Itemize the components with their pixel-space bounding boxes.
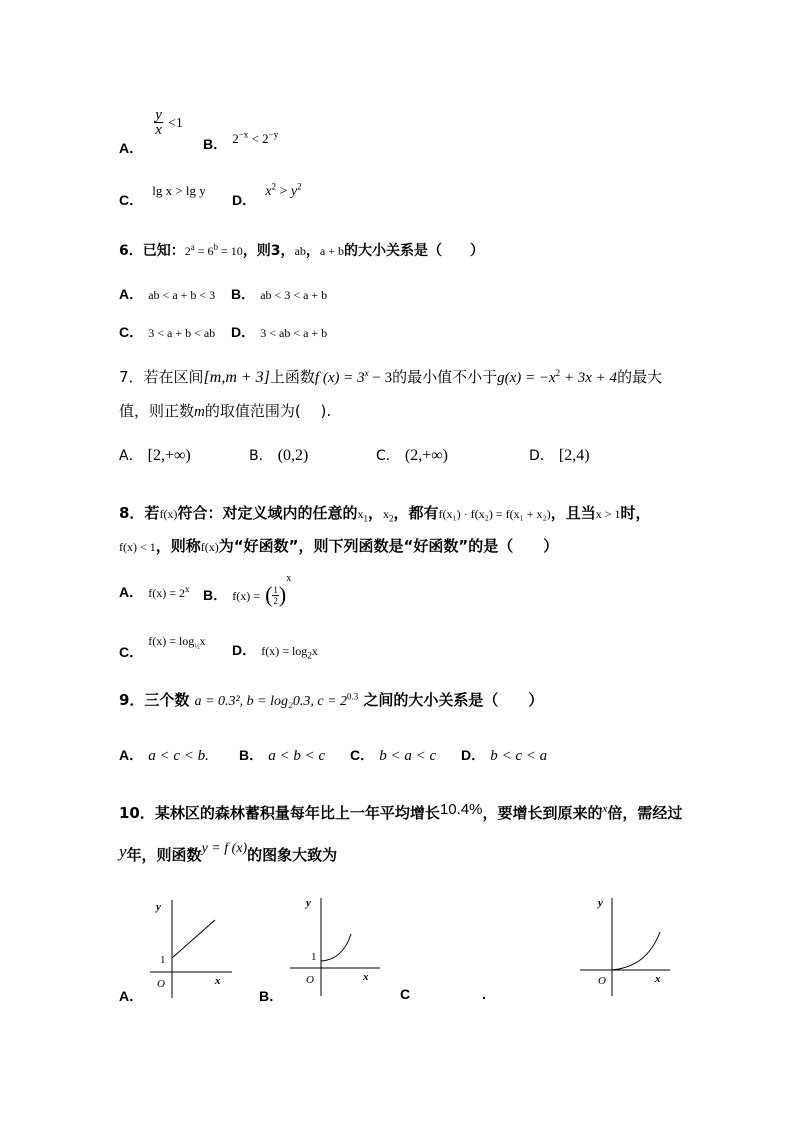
subscript: 1 <box>363 513 368 524</box>
option-label: A． <box>119 286 144 302</box>
numerator: y <box>155 107 162 123</box>
option-label: B． <box>249 448 273 464</box>
x-gt-1: x > 1 <box>595 507 621 521</box>
fraction <box>154 108 163 137</box>
q9-option-a <box>119 745 209 765</box>
axis-y-label: y <box>306 897 311 909</box>
axis-y-label: y <box>156 901 161 913</box>
option-text <box>148 586 189 600</box>
q5-option-b <box>203 128 279 152</box>
stem-text: 8．若 <box>119 504 160 522</box>
one-label: 1 <box>311 951 317 963</box>
var-x: x <box>602 803 608 815</box>
option-text: 3 < a + b < ab <box>148 326 216 340</box>
axis-x-label: x <box>363 971 369 983</box>
option-text <box>148 634 206 651</box>
relation: > <box>279 184 288 199</box>
origin-label: O <box>157 978 165 990</box>
q7-option-b <box>249 445 308 465</box>
text: f(x) = 2 <box>148 586 185 600</box>
var: x <box>311 644 318 658</box>
q9-option-d <box>461 745 547 765</box>
exponent: x <box>286 573 292 585</box>
q8-option-a <box>119 582 189 602</box>
option-label: D． <box>529 448 554 464</box>
q5-option-d <box>232 180 302 208</box>
stem-text: 的图象大致为 <box>247 846 338 864</box>
expr <box>232 131 278 146</box>
f-expr <box>315 370 392 386</box>
f-end: − 3 <box>368 370 393 386</box>
option-text: b < c < a <box>490 748 548 764</box>
subscript: 2 <box>307 650 312 661</box>
g-expr <box>497 370 617 386</box>
stem-text: 7．若在区间 <box>119 368 204 386</box>
option-text: b < a < c <box>379 748 437 764</box>
mid: = 6 <box>194 244 214 258</box>
option-text <box>261 644 318 661</box>
option-label: C． <box>119 644 144 660</box>
q7-stem-line1 <box>119 366 662 387</box>
subscript: 2 <box>388 513 394 524</box>
stem-text: ， <box>305 243 320 259</box>
f-def: f (x) = 3 <box>314 370 365 386</box>
expr-ab: ab <box>294 244 306 258</box>
option-label: A． <box>119 140 144 156</box>
fx-lt-1: f(x) < 1 <box>119 540 156 554</box>
q9-stem <box>119 689 543 710</box>
relation: <1 <box>167 116 183 131</box>
relation: < 2 <box>251 131 269 146</box>
axis-x-label: x <box>655 973 661 985</box>
expr-apb: a + b <box>319 244 344 258</box>
expr <box>265 181 302 199</box>
exponent: b <box>213 242 219 252</box>
stem-text: 为“好函数”，则下列函数是“好函数”的是（ ） <box>218 537 559 555</box>
convex-curve <box>321 934 351 961</box>
condition <box>185 244 243 258</box>
exponent: x <box>364 368 369 378</box>
graph-a <box>140 892 240 1004</box>
var: x <box>265 184 272 199</box>
interval: [m,m + 3] <box>203 369 270 386</box>
numerator: 1 <box>273 584 278 595</box>
fx: f(x) <box>200 540 219 554</box>
option-label: B． <box>203 136 228 152</box>
fn-expr: y = f (x) <box>201 841 248 856</box>
option-label: A． <box>119 448 143 464</box>
text: f(x) = log <box>148 634 195 648</box>
option-text: 3 < ab < a + b <box>260 326 328 340</box>
q10-stem-line1 <box>119 802 682 823</box>
q7-option-d <box>529 445 590 465</box>
graph-c-label: C <box>400 986 411 1002</box>
stem-text: 的最大 <box>617 368 663 386</box>
stem-text: ，则称 <box>155 537 201 555</box>
x1 <box>357 507 368 524</box>
graph-b <box>288 888 388 1000</box>
option-label: D． <box>232 192 257 208</box>
option-label: D． <box>232 642 257 658</box>
option-label: C． <box>376 448 400 464</box>
q7-stem-line2 <box>119 400 331 421</box>
stem-text: 之间的大小关系是（ ） <box>363 691 544 709</box>
option-label: B． <box>239 747 264 763</box>
var: y <box>290 184 298 199</box>
q8-option-d <box>232 640 318 660</box>
x2 <box>382 507 394 524</box>
end: = 10 <box>218 244 243 258</box>
option-label: B． <box>231 286 256 302</box>
q9-option-c <box>350 745 436 765</box>
option-label: C． <box>119 324 144 340</box>
exponent: x <box>184 584 190 594</box>
stem-text: 6．已知： <box>119 243 185 259</box>
stem-text: ，要增长到原来的 <box>482 804 603 822</box>
exponent: 2 <box>555 368 561 378</box>
stem-text: 倍，需经过 <box>607 804 683 822</box>
stem-text: 符合：对定义域内的任意的 <box>177 504 358 522</box>
product-expr: f(x₁) · f(x₂) = f(x₁ + x₂) <box>438 507 551 521</box>
q7-option-a <box>119 445 191 465</box>
var: x <box>382 507 389 521</box>
stem-text: 上函数 <box>269 368 315 386</box>
exponent: a <box>190 242 195 252</box>
var-m: m <box>194 404 205 420</box>
option-text: (2,+∞) <box>404 447 448 464</box>
exponent: 2 <box>271 181 276 192</box>
option-text: ab < a + b < 3 <box>148 288 216 302</box>
option-label: C． <box>350 747 375 763</box>
denominator: x <box>155 122 162 138</box>
stem-text: 的大小关系是（ ） <box>343 243 484 259</box>
stem-text: 10．某林区的森林蓄积量每年比上一年平均增长 <box>119 804 440 822</box>
stem-text: ，都有 <box>393 504 439 522</box>
option-text: [2,+∞) <box>147 447 191 464</box>
origin-label: O <box>598 975 606 987</box>
exponent: −y <box>268 129 279 140</box>
stem-text: 的最小值不小于 <box>392 368 498 386</box>
linear-curve <box>172 920 215 958</box>
option-label: A． <box>119 584 144 600</box>
paren-close: ) <box>278 582 287 607</box>
exponent: 2 <box>297 181 302 192</box>
stem-text: 值，则正数 <box>119 402 195 420</box>
option-text: ab < 3 < a + b <box>260 288 328 302</box>
stem-text: 年，则函数 <box>126 846 202 864</box>
base: 2 <box>184 244 191 258</box>
option-text: f(x) = <box>232 588 260 603</box>
exponent: −x <box>238 129 249 140</box>
denominator: 2 <box>273 595 278 606</box>
stem-text: ，则3， <box>242 243 295 259</box>
paren-fraction: ( <box>265 582 273 607</box>
option-label: D． <box>461 747 486 763</box>
option-text: [2,4) <box>558 447 590 464</box>
q8-option-b <box>203 572 292 607</box>
g-end: + 3x + 4 <box>560 370 618 386</box>
graph-d-dot: . <box>482 986 486 1002</box>
option-text: a < c < b. <box>148 748 209 764</box>
origin-label: O <box>306 974 314 986</box>
q5-option-a <box>119 107 183 156</box>
text: f(x) = log <box>261 644 308 658</box>
q5-option-c <box>119 180 206 208</box>
stem-text: 的取值范围为( ). <box>204 402 332 420</box>
q6-stem <box>119 240 484 260</box>
q6-option-a <box>119 284 215 304</box>
q6-option-b <box>231 284 327 304</box>
g-def: g(x) = −x <box>497 370 556 386</box>
convex-curve <box>612 932 660 970</box>
one-label: 1 <box>160 954 166 966</box>
stem-text: 9．三个数 <box>119 691 190 709</box>
q6-option-c <box>119 322 215 342</box>
percent: 10.4% <box>439 801 483 818</box>
axis-x-label: x <box>215 975 221 987</box>
axis-y-label: y <box>598 897 603 909</box>
fx: f(x) <box>159 507 178 521</box>
stem-text: ， <box>367 504 383 522</box>
var: x <box>357 507 364 521</box>
var: x <box>199 634 206 648</box>
option-text: a < b < c <box>268 748 326 764</box>
expr: lg x > lg y <box>152 183 206 198</box>
base: 2 <box>232 131 239 146</box>
option-label: C． <box>119 192 144 208</box>
q8-option-c <box>119 630 206 660</box>
q8-stem-line1 <box>119 502 651 523</box>
option-label: A． <box>119 747 144 763</box>
option-text: (0,2) <box>277 447 309 464</box>
graph-b-label: B． <box>259 988 284 1004</box>
q7-option-c <box>376 445 448 465</box>
q10-stem-line2 <box>119 841 338 865</box>
expr <box>194 691 359 709</box>
q6-option-d <box>231 322 327 342</box>
stem-text: 时， <box>620 504 651 522</box>
var-y: y <box>119 842 127 861</box>
stem-text: ，且当 <box>550 504 596 522</box>
option-label: D． <box>231 324 256 340</box>
expr-text: a = 0.3², b = log₂0.3, c = 2 <box>194 694 348 709</box>
q8-stem-line2 <box>119 535 558 556</box>
graph-a-label: A． <box>119 988 144 1004</box>
graph-d <box>578 890 678 1002</box>
subscript: ½ <box>194 642 200 651</box>
exponent: 0.3 <box>347 691 359 702</box>
option-label: B． <box>203 586 228 603</box>
q9-option-b <box>239 745 325 765</box>
